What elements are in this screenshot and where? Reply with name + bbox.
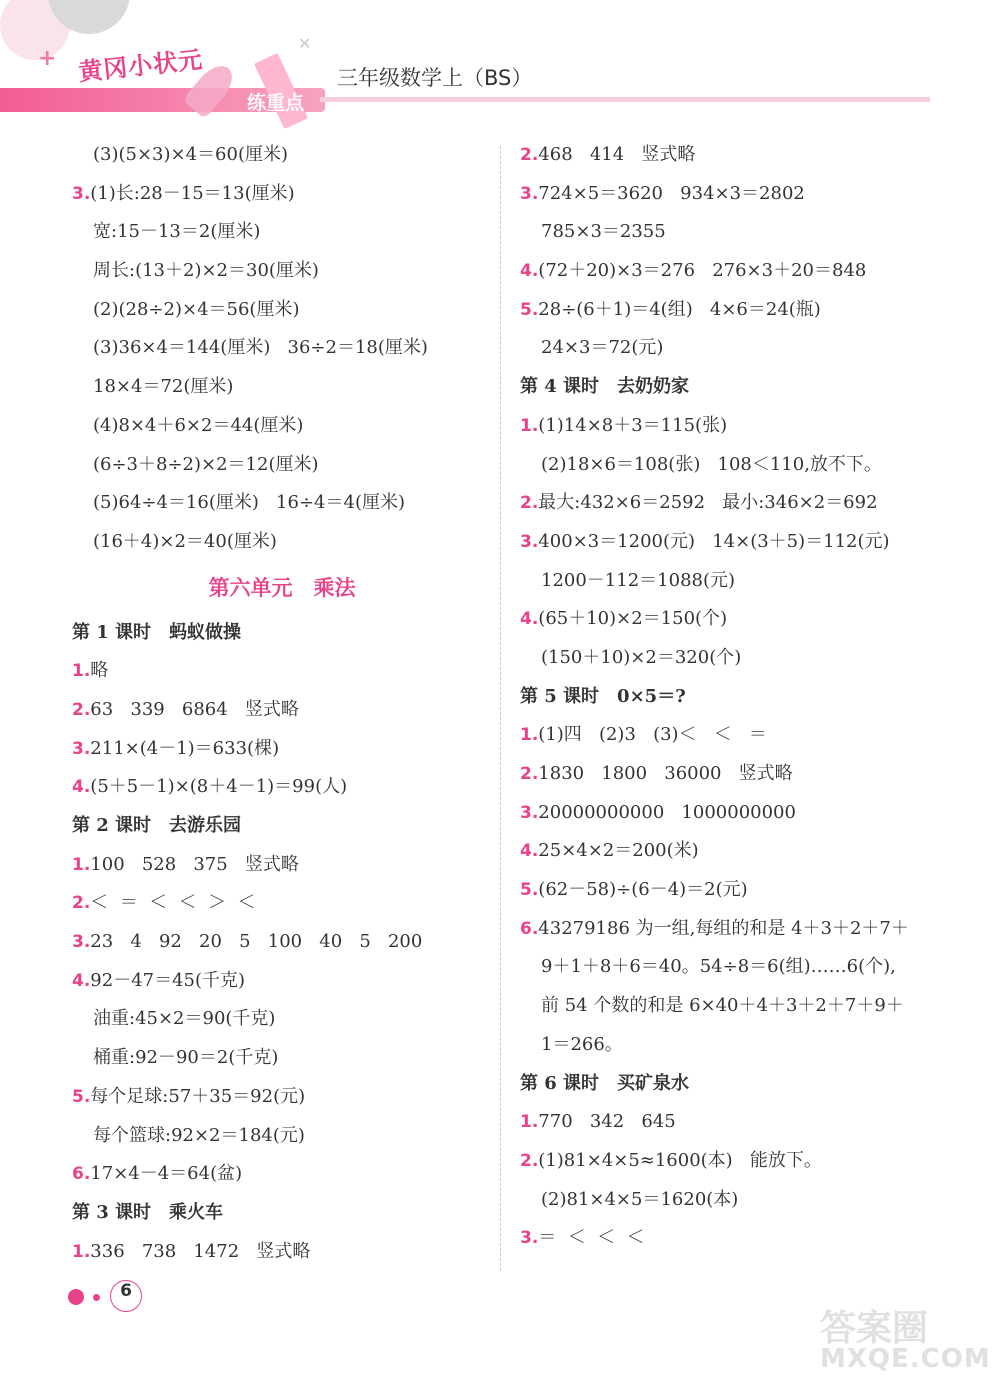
question-number: 3. [520,531,539,552]
answer-text: 63 339 6864 竖式略 [90,698,299,720]
answer-text: 24×3＝72(元) [541,337,664,359]
answer-text: (150＋10)×2＝320(个) [541,646,742,668]
answer-text: 每个足球:57＋35＝92(元) [90,1085,306,1107]
answer-text: 前 54 个数的和是 6×40＋4＋3＋2＋7＋9＋ [541,995,904,1017]
answer-line [72,1155,492,1194]
question-number: 2. [520,1150,539,1171]
answer-text: (6÷3＋8÷2)×2＝12(厘米) [93,453,319,475]
answer-line [72,1039,492,1078]
question-number: 1. [72,854,91,875]
answer-line [520,755,940,794]
answer-text: 100 528 375 竖式略 [90,853,299,875]
watermark-logo: 答案圈 [820,1308,929,1349]
answer-text: 桶重:92－90＝2(千克) [93,1047,279,1069]
answer-text: 25×4×2＝200(米) [538,840,699,862]
answer-text: 最大:432×6＝2592 最小:346×2＝692 [538,492,878,514]
question-number: 5. [520,299,539,320]
answer-column-left [72,136,492,1271]
answer-text: 211×(4－1)＝633(棵) [90,737,280,759]
answer-line [72,213,492,252]
lesson-heading: 第 4 课时 去奶奶家 [520,376,690,398]
answer-line [72,175,492,214]
answer-line [520,1142,940,1181]
question-number: 1. [520,415,539,436]
answer-text: (1)14×8＋3＝115(张) [538,414,728,436]
question-number: 2. [520,493,539,514]
answer-text: 20000000000 1000000000 [538,801,796,823]
page-header [0,0,1000,135]
answer-line [72,768,492,807]
question-number: 3. [72,932,91,953]
answer-line [72,962,492,1001]
answer-text: (5＋5－1)×(8＋4－1)＝99(人) [90,776,348,798]
answer-line [72,252,492,291]
question-number: 4. [520,609,539,630]
answer-text: (65＋10)×2＝150(个) [538,608,728,630]
answer-line [72,329,492,368]
answer-line [520,987,940,1026]
answer-text: 略 [90,660,109,682]
question-number: 3. [72,738,91,759]
answer-text: (3)(5×3)×4＝60(厘米) [93,144,289,165]
answer-text: (4)8×4＋6×2＝44(厘米) [93,414,304,436]
answer-text: (1)四 (2)3 (3)＜ ＜ ＝ [538,724,767,746]
answer-text: (1)长:28－15＝13(厘米) [90,182,295,204]
question-number: 5. [72,1086,91,1107]
answer-text: (16＋4)×2＝40(厘米) [93,530,277,552]
question-number: 2. [72,699,91,720]
answer-text: ＝ ＜ ＜ ＜ [538,1227,645,1249]
answer-line [72,652,492,691]
answer-line [520,446,940,485]
question-number: 2. [72,893,91,914]
answer-line [520,523,940,562]
bullet-dot-icon [93,1294,100,1301]
answer-line [520,910,940,949]
answer-line [520,716,940,755]
answer-text: (3)36×4＝144(厘米) 36÷2＝18(厘米) [93,337,428,359]
plus-decor-icon: + [38,46,57,71]
bullet-dot-icon [68,1289,84,1305]
answer-line [72,368,492,407]
answer-line [72,923,492,962]
answer-line [72,691,492,730]
answer-line [520,794,940,833]
question-number: 4. [520,841,539,862]
question-number: 1. [72,661,91,682]
answer-line [520,252,940,291]
answer-line [520,639,940,678]
lesson-heading: 第 2 课时 去游乐园 [72,815,242,836]
question-number: 3. [520,183,539,204]
answer-line [72,407,492,446]
answer-text: 336 738 1472 竖式略 [90,1240,311,1262]
answer-line [72,1078,492,1117]
answer-line [520,562,940,601]
lesson-heading: 第 6 课时 买矿泉水 [520,1072,690,1094]
answer-text: 周长:(13＋2)×2＝30(厘米) [93,260,319,282]
book-title: 三年级数学上（BS） [337,66,533,90]
answer-text: 宽:15－13＝2(厘米) [93,221,261,243]
answer-line [520,1219,940,1258]
lesson-heading: 第 3 课时 乘火车 [72,1201,224,1223]
question-number: 2. [520,145,539,165]
question-number: 4. [72,970,91,991]
answer-line [520,1103,940,1142]
answer-text: (2)(28÷2)×4＝56(厘米) [93,298,300,320]
answer-text: 1830 1800 36000 竖式略 [538,763,793,784]
answer-text: 468 414 竖式略 [538,144,696,165]
column-divider [500,146,501,1271]
answer-line [520,871,940,910]
answer-line [72,523,492,562]
answer-text: 724×5＝3620 934×3＝2802 [538,182,805,204]
answer-line [520,484,940,523]
question-number: 3. [72,183,91,204]
question-number: 1. [72,1241,91,1262]
answer-line [520,136,940,175]
unit-heading: 第六单元 乘法 [208,574,356,600]
question-number: 1. [520,1112,539,1133]
question-number: 5. [520,880,539,901]
question-number: 3. [520,1228,539,1249]
answer-text: (62－58)÷(6－4)＝2(元) [538,879,748,901]
section-badge: 练重点 [247,92,305,114]
watermark-url: MXQE.COM [820,1344,991,1374]
answer-text: ＜ ＝ ＜ ＜ ＞ ＜ [90,892,256,914]
answer-line [72,846,492,885]
page-number: 6 [110,1280,142,1312]
answer-line [520,213,940,252]
question-number: 4. [520,261,539,282]
answer-line [72,136,492,175]
answer-line [72,446,492,485]
answer-line [72,1117,492,1156]
answer-text: (5)64÷4＝16(厘米) 16÷4＝4(厘米) [93,492,405,514]
lesson-heading: 第 5 课时 0×5＝? [520,685,686,707]
answer-text: 92－47＝45(千克) [90,969,246,991]
answer-line [520,329,940,368]
answer-line [520,291,940,330]
question-number: 1. [520,725,539,746]
answer-text: 17×4－4＝64(盆) [90,1163,243,1185]
brand-logo: 黄冈小状元 [77,45,205,87]
answer-text: 1200－112＝1088(元) [541,569,736,591]
answer-text: (72＋20)×3＝276 276×3＋20＝848 [538,260,867,282]
answer-text: 400×3＝1200(元) 14×(3＋5)＝112(元) [538,530,890,552]
answer-text: 18×4＝72(厘米) [93,376,234,398]
answer-line [520,407,940,446]
question-number: 3. [520,802,539,823]
answer-line [72,484,492,523]
answer-line [72,884,492,923]
question-number: 6. [520,918,539,939]
answer-line [72,730,492,769]
answer-line [520,832,940,871]
lesson-heading: 第 1 课时 蚂蚁做操 [72,621,242,643]
answer-line [520,175,940,214]
answer-column-right [520,136,940,1258]
question-number: 4. [72,777,91,798]
answer-line [72,291,492,330]
question-number: 6. [72,1164,91,1185]
answer-text: 9＋1＋8＋6＝40。54÷8＝6(组)……6(个), [541,956,896,978]
answer-text: (2)18×6＝108(张) 108＜110,放不下。 [541,453,882,475]
answer-text: 23 4 92 20 5 100 40 5 200 [90,931,423,953]
answer-text: 770 342 645 [538,1111,676,1133]
answer-text: 785×3＝2355 [541,221,666,243]
answer-line [72,1000,492,1039]
answer-text: (2)81×4×5＝1620(本) [541,1188,739,1210]
answer-line [520,948,940,987]
answer-text: 每个篮球:92×2＝184(元) [93,1124,305,1146]
answer-text: (1)81×4×5≈1600(本) 能放下。 [538,1149,822,1171]
answer-line [520,600,940,639]
answer-line [72,1233,492,1272]
answer-text: 28÷(6＋1)＝4(组) 4×6＝24(瓶) [538,298,821,320]
answer-text: 油重:45×2＝90(千克) [93,1008,276,1030]
answer-text: 1＝266。 [541,1033,623,1055]
answer-text: 43279186 为一组,每组的和是 4＋3＋2＋7＋ [538,917,909,939]
answer-line [520,1181,940,1220]
answer-line [520,1026,940,1065]
header-rule [320,97,930,102]
sparkle-decor-icon: ✕ [298,34,312,53]
question-number: 2. [520,764,539,784]
